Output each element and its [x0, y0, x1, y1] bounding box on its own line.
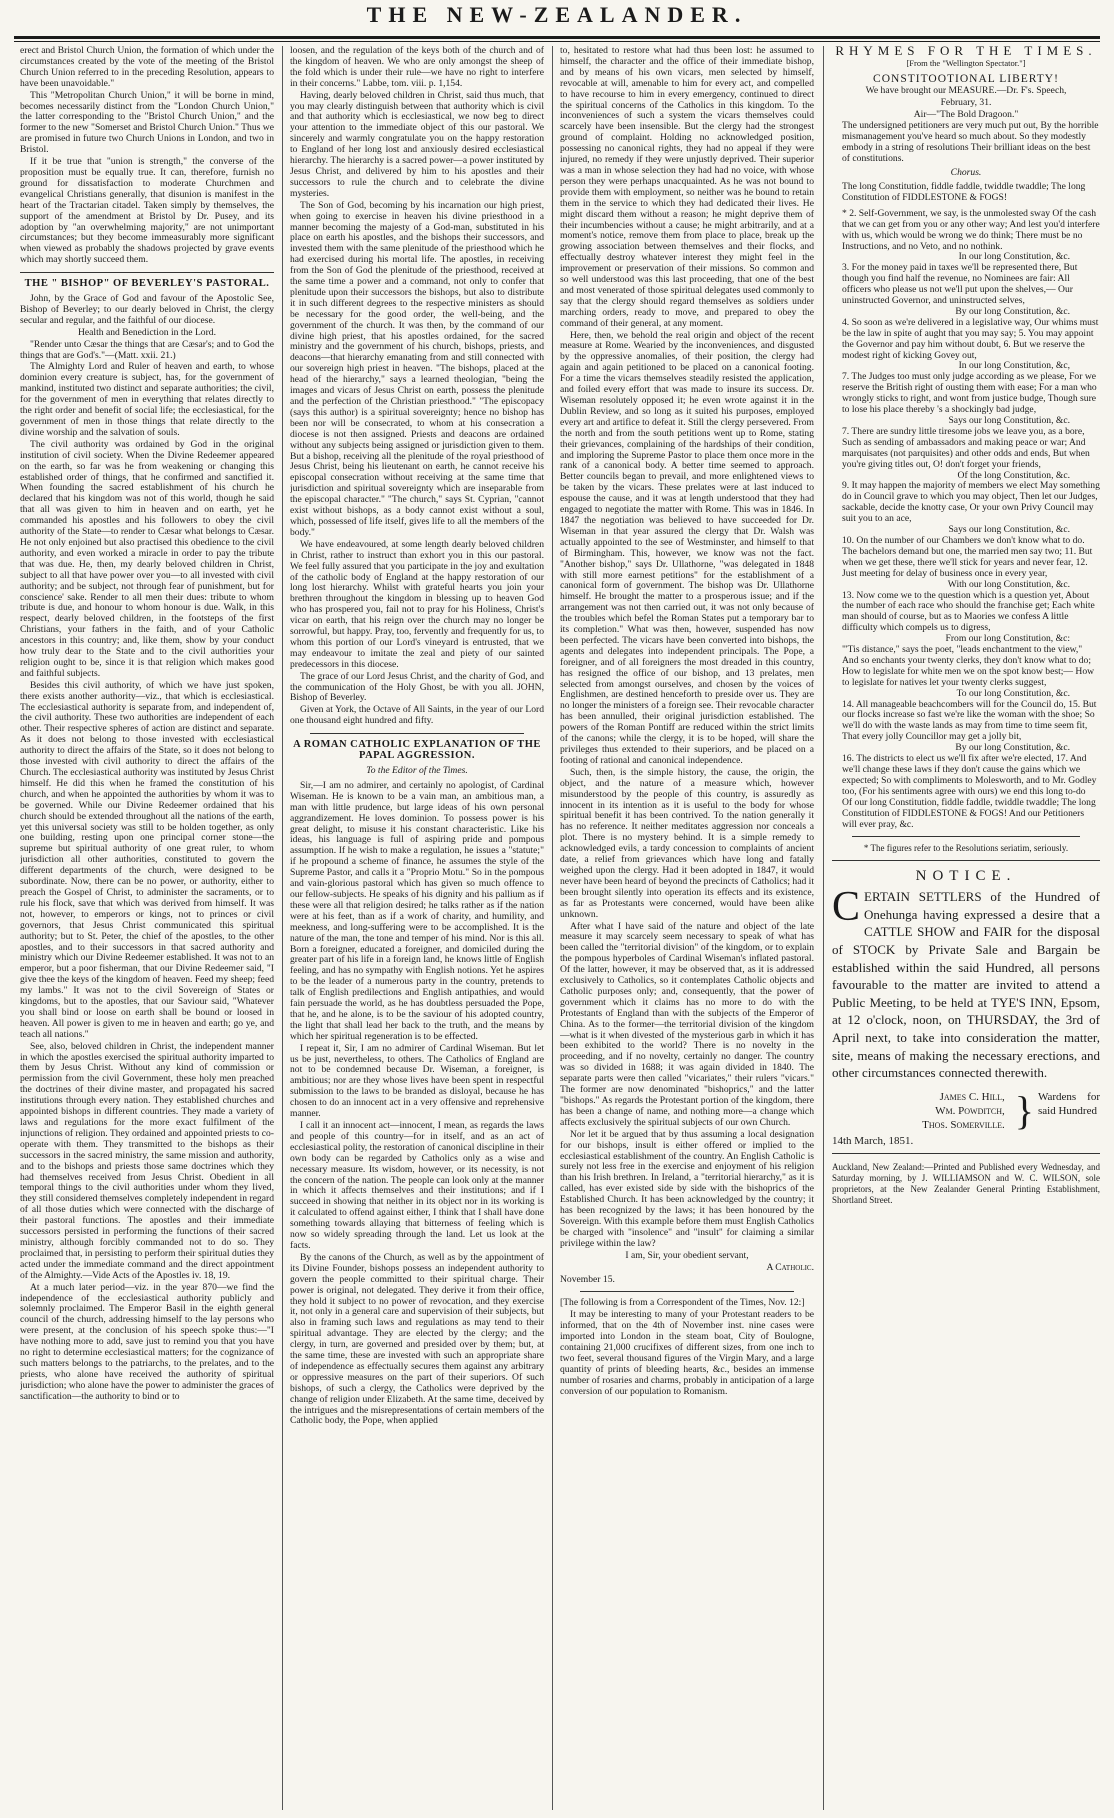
notice-body	[832, 884, 1100, 1082]
poem-refrain: Of the long Constitution, &c.	[957, 469, 1070, 481]
article-paragraph: I repeat it, Sir, I am no admirer of Cardinal Wiseman. But let us be just, nevertheless, to others. The Catholics of England are not to be condemned because Dr. Wiseman, a foreigner, is ambitious; nor are they whose lives have been spent in respectful submission to the laws to be branded as disloyal, because he has chosen to do an innocent act in a very offensive and reprehensive manner.	[290, 1042, 544, 1120]
warden-name: James C. Hill,	[939, 1090, 1005, 1103]
poem-stanza: * 2. Self-Government, we say, is the unmolested sway Of the cash that we can get from you or any other way; And lest you'd interfere with us, which would be wrong we do think; There must be no Instructions, and no Veto, and no nothink.	[842, 207, 1100, 252]
article-paragraph: We have endeavoured, at some length dearly beloved children in Christ, rather to instruct than exhort you in this our pastoral. We feel fully assured that you participate in the joy and exultation of the catholic body of England at the happy restoration of our long lost hierarchy. Whilst with grateful hearts you join your brethren throughout the kingdom in blessing up to heaven God who has prospered you, fail not to pray for his Holiness, Christ's vicar on earth, that his reign over the church may no longer be sorrowful, but happy. Pray, too, fervently and frequently for us, to whom this portion of our Lord's vineyard is entrusted, that we may endeavour to imitate the zeal and piety of our sainted predecessors in this diocese.	[290, 538, 544, 670]
section-rule	[852, 836, 1080, 837]
poem-refrain: From our long Constitution, &c:	[945, 633, 1070, 645]
article-paragraph: After what I have said of the nature and object of the late measure it may scarcely seem necessary to speak of what has been called the "territorial division" of the kingdom, or to explain the pompous hyperboles of Cardinal Wiseman's inflated pastoral. Of the latter, however, it may be observed that, as it is addressed exclusively to Catholics, so it contemplates Catholic objects and Catholic purposes only; and, consequently, that the power of government which it claims has no more to do with the Protestants of England than with the subjects of the Emperor of China. As to the former—the territorial division of the kingdom—what is it when divested of the mysterious garb in which it has been exhibited to the world? There is no novelty in the proceeding, and if no novelty, certainly no danger. The country was so divided in 1688; it was again divided in 1840. The separate parts were then called "vicariates," their rulers "vicars." The former are now denominated "bishoprics," and the latter "bishops." As regards the Protestant portion of the kingdom, there has been a change of name, and nothing more—a change which affects exclusively the spiritual subjects of our own Church.	[560, 920, 814, 1128]
poem-stanza: 4. So soon as we're delivered in a legislative way, Our whims must be the law in spite of aught that you may say; 5. You may appoint the Governor and pay him without doubt, 6. But we reserve the modest right of kicking Govey out,	[842, 316, 1099, 361]
poem-air: Air—"The Bold Dragoon."	[913, 108, 1019, 120]
masthead-title: THE NEW-ZEALANDER.	[366, 2, 748, 27]
letter-date: November 15.	[560, 1273, 615, 1285]
notice-dropcap: C	[832, 884, 861, 931]
article-paragraph: At a much later period—viz. in the year 870—we find the independence of the ecclesiastical authority publicly and solemnly proclaimed. The Emperor Basil in the eighth general council of the church, addressing himself to the lay persons who were present, at the conclusion of his speech spoke thus:—"I have nothing more to add, save just to remind you that you have no right to determine ecclesiastical matters; for the cognizance of such matters belongs to the patriarchs, to the prelates, and to the priests, who alone have received the authority of spiritual jurisdiction; who alone have the power to administer the graces of sanctification—the authority to bind or to	[20, 1281, 274, 1402]
chorus-label: Chorus.	[950, 167, 982, 179]
poem-stanza: 16. The districts to elect us we'll fix after we're elected, 17. And we'll change these laws if they don't cause the gains which we expected; So with compliments to Molesworth, and to Mr. Godley too, (For his sentiments agree with ours) we end this long to-do	[842, 753, 1097, 797]
column-1	[20, 46, 274, 1810]
article-paragraph: Besides this civil authority, of which we have just spoken, there exists another authority—viz., that which is ecclesiastical. The ecclesiastical authority is separate from, and independent of, the civil authority. These two authorities are independent of each other. Their respective spheres of action are distinct and separate. As it does not belong to those invested with ecclesiastical authority to direct the affairs of the State, so it does not belong to those invested with civil authority to direct the affairs of the Church. The ecclesiastical authority was instituted by Jesus Christ himself. He did this when he framed the constitution of his church, and when he appointed the authorities by whom it was to be governed. While our Divine Redeemer ordained that his church should be extended throughout all the nations of the earth, yet this universal society was still to be holden together, as only one building, resting upon one principal corner stone—the supreme but spiritual authority of one great ruler, to whom jurisdiction all other authorities, constituted to govern the different departments of the church, were designed to be subordinate. Now, there can be no power, or authority, either to preach the Gospel of Christ, to administer the sacraments, or to rule his flock, save that which was derived from himself. It was not, however, to emperors or kings, not to princes or civil governors, that Jesus Christ communicated this spiritual authority; but to St. Peter, the chief of the apostles, to the other apostles, and to their successors in that sacred authority and ministry which our Divine Redeemer established. It was not to an emperor, but a poor fisherman, that our Divine Redeemer said, "I give thee the keys of the kingdom of heaven. Feed my sheep; feed my lambs." It was not to the civil Sovereign of States or kingdoms, but to the apostles, that our Saviour said, "Whatever you shall bind or loose on earth shall be bound or loosed in heaven. All power is given to me in heaven and earth; go ye, and teach all nations."	[20, 679, 274, 1040]
poem-epigraph-date: February, 31.	[940, 96, 992, 108]
section-rule	[20, 272, 274, 273]
poem-refrain: By our long Constitution, &c.	[955, 305, 1070, 317]
poem-stanza: 14. All manageable beachcombers will for the Council do, 15. But our flocks increase so fast we're like the woman with the shoe; So we'll do with the waste lands as may from time to time seem fit, That every jolly Councillor may get a jolly bit,	[842, 698, 1097, 743]
notice-signatories	[832, 1087, 1100, 1133]
article-paragraph: Nor let it be argued that by thus assuming a local designation for our bishops, insult is either offered or implied to the ecclesiastical establishment of the country. An English Catholic is surely not less free in the exercise and enjoyment of his religion than his Irish brethren. In Ireland, a "territorial hierarchy," as it is called, has ever existed side by side with the bishoprics of the Established Church. It has been acknowledged by the country; it has been recognized by the laws; it has been honoured by the Sovereign. With this example before them must English Catholics be charged with "insolence" and "insult" for claiming a similar privilege within the law?	[560, 1128, 814, 1249]
article-paragraph: Given at York, the Octave of All Saints, in the year of our Lord one thousand eight hundred and fifty.	[290, 704, 544, 727]
article-paragraph: If it be true that "union is strength," the converse of the proposition must be equally true. It can, therefore, furnish no ground for dissatisfaction to moderate Churchmen and evangelical Christians generally, that disunion is manifest in the heart of the Tractarian citadel. Taken simply by themselves, the support of the amendment at Bristol by Dr. Pusey, and its adoption by "an overwhelming majority," are not unimportant circumstances; but they become immeasurably more significant when viewed as probably the shadows projected by grave events which may shortly succeed them.	[20, 156, 274, 266]
poem-refrain: To our long Constitution, &c.	[956, 687, 1070, 699]
letter-heading: A ROMAN CATHOLIC EXPLANATION OF THE PAPAL AGGRESSION.	[293, 739, 541, 762]
masthead-rule	[14, 36, 1100, 39]
rhymes-source: [From the "Wellington Spectator."]	[906, 57, 1026, 68]
poem-stanza: 7. There are sundry little tiresome jobs we leave you, as a bore, Such as sending of ambassadors and making peace or war; And marquisates (not parquisites) and other odds and ends, But when you're giving titles out, O! don't forget your friends,	[842, 425, 1090, 470]
column-3	[560, 46, 814, 1810]
article-paragraph: By the canons of the Church, as well as by the appointment of its Divine Founder, bishops possess an independent authority to govern the people committed to their spiritual charge. Their power is original, not delegated. They derive it from their office, they hold it subject to no power of revocation, and they exercise it, not only in a general care and supervision of their subjects, but also in framing such laws and regulations as may tend to their spiritual advantage. They are elected by the clergy; and the clergy, in turn, are governed and presided over by them; but, at the same time, these are invested with such an appropriate share of independence as effectually secures them against any arbitrary or oppressive measures on the part of their superiors. Of such bishops, of such a clergy, the Catholics were deprived by the change of religion under Elizabeth. At the same time, deceived by the intrigues and the misrepresentations of certain members of the Catholic body, the Pope, when applied	[290, 1251, 544, 1427]
poem-stanza: 7. The Judges too must only judge according as we please, For we reserve the British right of ousting them with ease; For a man who wrongly sticks to right, and wont from justice budge, Though sure to lose his place thereby 's a shockingly bad judge,	[842, 371, 1097, 416]
brace-icon: }	[1014, 1087, 1034, 1133]
poem	[832, 121, 1100, 830]
article-paragraph: to, hesitated to restore what had thus been lost: he assumed to himself, the character and the office of their immediate bishop, and by means of his own vicars, men selected by himself, revocable at will, amenable to him for every act, and compelled to have recourse to him in every emergency, continued to direct the spiritual concerns of the Catholics in this kingdom. To the inconveniences of such a system the vicars themselves could scarcely have been insensible. But the clergy had the strongest ground of complaint. Holding no acknowledged position, possessing no canonical rights, they had no appeal if they were injured, no remedy if they were unjustly deprived. Their superior was a man in whose selection they had had no voice, with whose person they were perhaps unacquainted. As he was not bound to provide them with employment, so neither was he bound to retain them in the service to which they had dedicated their lives. He might discard them without a reason; he might deprive them of their incumbencies without a cause; he might arbitrarily, and at a moment's notice, remove them from place to place, break up the growing association between themselves and their flocks, and effectually destroy whatever interest they might feel in the improvement or preservation of their missions. So common and so well understood was this last proceeding, that one of the best and most venerated of those spiritual delegates used commonly to say that the clergy should regard themselves as soldiers under marching orders, ready to move, and prepared to obey the command of their general, at any moment.	[560, 46, 814, 329]
article-paragraph: The Almighty Lord and Ruler of heaven and earth, to whose dominion every creature is subject, has, for the government of mankind, instituted two distinct and separate authorities; the civil, for the government of men in everything that relates directly to the right order and benefit of social life; the ecclesiastical, for the government of men in those things that relate directly to the divine worship and the salvation of souls.	[20, 361, 274, 438]
poem-final-chorus: Of our long Constitution, fiddle faddle, twiddle twaddle; The long Constitution of FIDDLESTONE & FOGS! And our Petitioners will ever pray, &c.	[842, 796, 1096, 830]
poem-stanza: The undersigned petitioners are very much put out, By the horrible mismanagement you've heard so much about. So they modestly embody in a string of resolutions Their brilliant ideas on the best of constitutions.	[842, 120, 1099, 165]
warden-role: Wardens for said Hundred	[1038, 1090, 1100, 1117]
warden-name: Thos. Somerville.	[922, 1118, 1005, 1131]
poem-epigraph: We have brought our MEASURE.—Dr. F's. Speech,	[865, 84, 1067, 96]
notice-date: 14th March, 1851.	[832, 1134, 914, 1147]
article-paragraph: loosen, and the regulation of the keys both of the church and of the kingdom of heaven. We who are only amongst the sheep of the fold which is under their rule—we have no right to interfere in their concerns." Labbe, tom. viii. p. 1,154.	[290, 46, 544, 89]
column-rule	[823, 46, 824, 1810]
article-paragraph: Such, then, is the simple history, the cause, the origin, the object, and the nature of a measure which, however misunderstood by the people of this country, is assuredly as innocent in its intention as it is useful to the body for whose spiritual benefit it has been contrived. To the nation generally it has no reference. It neither meditates aggression nor conceals a plot. There is no mystery behind. It is a simple remedy to acknowledged evils, a tardy concession to complaints of ancient date, a relief from grievances which have long and fatally weighed upon the clergy. Had it been adopted in 1847, it would never have been heard of beyond the precincts of Catholics; had it been brought silently into operation its effects and its existence, as far as Protestants were concerned, would have been alike unknown.	[560, 766, 814, 920]
printer-imprint: Auckland, New Zealand:—Printed and Published every Wednesday, and Saturday morning, by J. WILLIAMSON and W. C. WILSON, sole proprietors, at the New Zealander General Printing Establishment, Shortland Street.	[832, 1161, 1100, 1205]
poem-refrain: In our long Constitution, &c,	[958, 360, 1070, 372]
section-rule	[832, 1153, 1100, 1154]
section-rule	[832, 860, 1100, 861]
article-paragraph: Having, dearly beloved children in Christ, said thus much, that you may clearly distinguish between that authority which is civil and that authority which is ecclesiastical, we now beg to direct your attention to the immediate object of this our pastoral. We sincerely and warmly congratulate you on the happy restoration to England of her long lost and anxiously desired ecclesiastical hierarchy. The hierarchy is a sacred power—a power instituted by Jesus Christ, and delivered by him to his apostles and their successors to rule the church and to celebrate the divine mysteries.	[290, 89, 544, 199]
column-2	[290, 46, 544, 1810]
article-paragraph: erect and Bristol Church Union, the formation of which under the circumstances created by the vote of the meeting of the Bristol Church Union referred to in the preceding Resolution, appears to have been unavoidable."	[20, 46, 274, 89]
scripture-quote: "Render unto Cæsar the things that are Cæsar's; and to God the things that are God's."—(Matt. xxii. 21.)	[20, 338, 274, 361]
poem-refrain: By our long Constitution, &c.	[955, 742, 1070, 754]
poem-refrain: With our long Constitution, &c.	[947, 578, 1070, 590]
notice-text: ERTAIN SETTLERS of the Hundred of Onehunga having expressed a desire that a CATTLE SHOW and FAIR for the disposal of STOCK by Private Sale and Bargain be established within the said Hundred, all persons favourable to the matter are invited to attend a Public Meeting, to be held at TYE'S INN, Epsom, at 12 o'clock, noon, on THURSDAY, the 3rd of April next, to take into consideration the matter, site, means of making the necessary erections, and other circumstances connected therewith.	[832, 889, 1100, 1081]
poem-stanza: 13. Now come we to the question which is a question yet, About the number of each race who should the franchise get; Each white man should of course, but as to Maories we confess A little difficulty which compels us to digress,	[842, 589, 1095, 634]
poem-chorus: The long Constitution, fiddle faddle, twiddle twaddle; The long Constitution of FIDDLESTONE & FOGS!	[842, 180, 1086, 203]
article-paragraph: Here, then, we behold the real origin and object of the recent measure at Rome. Wearied by the inconveniences, and disgusted by the oppressive anomalies, of their position, the clergy had again and again petitioned to be placed on a canonical footing. For a time the vicars themselves steadily resisted the application, and foiled every effort that was made to insure its success. Dr. Wiseman resolutely opposed it; he even wrote against it in the Dublin Review, and so long as it suited his purposes, employed every art and artifice to defeat it. Still the clergy persevered. From the north and from the south petitions went up to Rome, stating their grievances, complaining of the hardships of their condition, and imploring the Supreme Pastor to place them once more in the rank of a canonical body. A better time seemed to approach. Better councils began to prevail, and more enlightened views to be taken by the vicars. These prelates were at last induced to espouse the cause, and it was at length understood that they had engaged to negotiate the matter with Rome. This was in 1846. In 1847 the negotiation was believed to have succeeded for Dr. Wiseman in that year assured the clergy that Dr. Walsh was actually appointed to the see of Westminster, and himself to that of Birmingham. This, however, we know was not the fact. "Another bishop," says Dr. Ullathorne, "was delegated in 1848 with still more earnest petitions" for the establishment of a canonical form of government. The bishop was Dr. Ullathorne himself. He brought the matter to a prosperous issue; and if the arrangement was not then carried out, it was not only because of the troubles which befel the Roman States put a temporary bar to its completion." What was then, however, suspended has now been perfected. The vicars have been converted into bishops, the agents and delegates into independent principals. The Pope, a foreigner, and of all foreigners the most dreaded in this country, has resigned the office of our bishop, and 13 prelates, men selected from amongst ourselves, and chosen by the voices of Englishmen, are destined henceforth to preside over us. They are no longer the ministers of a foreign see. Their revocable character has been annulled, their original jurisdiction established. The powers of the Roman Pontiff are reduced within the strict limits of the canons; while the clergy, it is to be hoped, will share the privileges thus extended to their superiors, and be placed on a footing of rational and canonical independence.	[560, 329, 814, 766]
poem-stanza: "'Tis distance," says the poet, "leads enchantment to the view," And so enchants your twenty clerks, they don't know what to do; How to legislate for white men we on the spot know best;— How to legislate for natives let your twenty clerks suggest,	[842, 644, 1095, 688]
column-4	[832, 46, 1100, 1810]
masthead-rule-thin	[14, 41, 1100, 42]
pastoral-opening: John, by the Grace of God and favour of the Apostolic See, Bishop of Beverley; to our dearly beloved in Christ, the clergy secular and regular, and the faithful of our diocese.	[20, 293, 274, 326]
poem-stanza: 9. It may happen the majority of members we elect May something do in Council grave to which you may object, Then let our Judges, sackable, decide the knotty case, Or your own Privy Council may suit you to an ace,	[842, 480, 1100, 525]
column-rule	[282, 46, 283, 1810]
notice-title: NOTICE.	[915, 868, 1017, 885]
correspondent-note: [The following is from a Correspondent of the Times, Nov. 12:]	[560, 1297, 805, 1309]
pastoral-greeting: Health and Benediction in the Lord.	[77, 326, 216, 338]
article-paragraph: See, also, beloved children in Christ, the independent manner in which the apostles exercised the spiritual authority imparted to them by Jesus Christ. Without any kind of commission or permission from the civil Government, these holy men preached the doctrines of their divine master, and propagated his sacred institutions through every nation. They established churches and appointed bishops in different countries. They made a variety of laws and regulations for the more exact fulfilment of the injunctions of religion. They ordained and appointed priests to co-operate with them. They transmitted to the bishops as their successors in the sacred ministry, the same mission and authority, and to the bishops and priests those same doctrines which they had themselves received from Jesus Christ. Obedient in all temporal things to the civil authorities under whom they lived, they still considered themselves completely independent in regard of all those duties which were connected with the discharge of their pastoral functions. The apostles and their immediate successors persisted in performing the functions of their sacred ministry, although forcibly commanded not to do so. They proclaimed that, in persisting to perform their spiritual duties they acted under the immediate command and the direct appointment of the Almighty.—Vide Acts of the Apostles iv. 18, 19.	[20, 1040, 274, 1281]
article-paragraph: This "Metropolitan Church Union," it will be borne in mind, becomes necessarily distinct from the "London Church Union," the latter corresponding to the "Bristol Church Union," and the former to the new "Somerset and Bristol Church Union." Thus we are promised in future two Church Unions in London, and two in Bristol.	[20, 89, 274, 156]
warden-name: Wm. Powditch,	[935, 1104, 1005, 1117]
article-paragraph: I call it an innocent act—innocent, I mean, as regards the laws and people of this country—for in itself, and as an act of ecclesiastical polity, the restoration of canonical discipline in their own body can be regarded by Catholics only as a wise and necessary measure. Its wisdom, however, or its necessity, is not the concern of the nation. The people can look only at the manner in which it affects themselves and their institutions; and if I succeed in showing that neither in its object nor in its working is it calculated to offend against either, I think that I shall have done something towards allaying that bitterness of feeling which is now so widely spreading through the land. Let us look at the facts.	[290, 1120, 544, 1251]
letter-signature: A Catholic.	[766, 1261, 814, 1273]
poem-stanza: 3. For the money paid in taxes we'll be represented there, But though you find half the revenue, no Nominees are fair: All officers who please us not we'll put upon the shelves,— Our uninstructed Governor, and uninstructed selves,	[842, 262, 1078, 307]
article-paragraph: The civil authority was ordained by God in the original institution of civil society. When the Divine Redeemer appeared on the earth, so far was he from weakening or changing this established order of things, that he confirmed and sanctified it. When founding the sacred establishment of his church he declared that his kingdom was not of this world, though he said that all was given to him in heaven and on earth, yet he commanded his apostles and his followers to obey the civil authority of the State—to render to Cæsar what belongs to Cæsar. He not only enjoined but also practised this obedience to the civil authority, and even worked a miracle in order to pay the tribute that was due. He, then, my dearly beloved children in Christ, subject to all that have power over you—to all invested with civil authority; and be subject, not through fear of punishment, but for conscience' sake. Render to all men their dues: tribute to whom tribute is due, and honour to whom honour is due. Walk, in this respect, dearly beloved children, in the footsteps of the first Christians, your fathers in the faith, and of your Catholic ancestors in this country; and, like them, show by your conduct how truly dear to the State and to the civil authorities your religion ought to be, since it is that religion which makes good and faithful subjects.	[20, 438, 274, 679]
poem-footnote: * The figures refer to the Resolutions seriatim, seriously.	[863, 843, 1069, 854]
poem-title: CONSTITOOTIONAL LIBERTY!	[873, 72, 1059, 85]
poem-refrain: Says our long Constitution, &c.	[948, 524, 1070, 536]
section-rule	[580, 1291, 794, 1292]
poem-refrain: Says our long Constitution, &c.	[948, 415, 1070, 426]
article-paragraph: The grace of our Lord Jesus Christ, and the charity of God, and the communication of the Holy Ghost, be with you all. JOHN, Bishop of Beverley.	[290, 670, 544, 704]
pastoral-heading: THE " BISHOP" OF BEVERLEY'S PASTORAL.	[24, 278, 270, 290]
rhymes-title: RHYMES FOR THE TIMES.	[835, 46, 1097, 58]
article-paragraph: It may be interesting to many of your Protestant readers to be informed, that on the 4th of November inst. nine cases were imported into London in the steam boat, City of Boulogne, containing 21,000 crucifixes of different sizes, from one inch to two feet, several thousand figures of the Virgin Mary, and a large quantity of prints of bleeding hearts, &c., besides an immense number of rosaries and charms, probably in anticipation of a large conversion of our population to Romanism.	[560, 1309, 814, 1397]
article-paragraph: Sir,—I am no admirer, and certainly no apologist, of Cardinal Wiseman. He is known to be a vain man, an ambitious man, a man with little prudence, but large ideas of his own personal aggrandizement. He loves dominion. To possess power is his great delight, to misuse it his constant characteristic. Like his ideas, his language is full of aspiring pride and pompous assumption. If he wish to make a regulation, he issues a "statute;" if he propound a scheme of finance, he assumes the style of the Supreme Pastor, and calls it a "Proprio Motu." So in the pompous and vain-glorious pastoral which has given so much offence to our fellow-subjects. He speaks of his dignity and his pallium as if these were all that religion desired; he talks rather as if the nation were at his feet, than as if a work of charity, and humility, and meekness, and long-suffering were to be accomplished. It is the nature of the man, the tone and temper of his mind. Nor is this all. Born a foreigner, educated a foreigner, and domiciled during the greater part of his life in a foreign land, he knows little of English feeling, and has no sympathy with English notions. Yet he aspires to be the leader of a numerous party in the country, pretends to talk of English predilections and English antipathies, and would fain persuade the world, as he has doubtless persuaded the Pope, that he, and he alone, is to be the saviour of his adopted country, the light that shall lead her back to the truth, and the means by which her spiritual regeneration is to be effected.	[290, 779, 544, 1042]
letter-closing: I am, Sir, your obedient servant,	[625, 1249, 749, 1261]
column-rule	[552, 46, 553, 1810]
poem-stanza: 10. On the number of our Chambers we don't know what to do. The bachelors demand but one, the married men say two; 11. But when we get these, there we'll stick for years and never fear, 12. Just meeting for delay of business once in every year,	[842, 534, 1093, 579]
article-paragraph: The Son of God, becoming by his incarnation our high priest, when going to exercise in heaven his divine priesthood in a manner becoming the majesty of a God-man, substituted in his place on earth his apostles, and the bishops their successors, and invested them with the same plenitude of the priesthood which he had exercised during his mortal life. The apostles, in receiving from the Son of God the plenitude of the priesthood, received at the same time a power and a command, not only to confer that plenitude upon their successors the bishops, but also to distribute it in such different degrees to the respective ministers as should be necessary for the good order, the well-being, and the government of the church. It was then, by the command of our divine high priest, that his apostles ordained, for the sacred ministry and the government of his church, bishops, priests, and deacons—that hierarchy emanating from and still connected with our sovereign high priest in heaven. "The bishops, placed at the head of the hierarchy," says a learned theologian, "being the images and vicars of Jesus Christ on earth, possess the plenitude and the perfection of the Christian priesthood." "The episcopacy (says this author) is a spiritual sovereignty; hence no bishop has been nor will be consecrated, to whom at his consecration a diocese is not then assigned. Priests and deacons are ordained without any subjects being assigned or jurisdiction given to them. But a bishop, receiving all the plenitude of the royal priesthood of Jesus Christ, being his lieutenant on earth, he cannot receive his episcopal consecration without receiving at the same time that jurisdiction and spiritual sovereignty which are inseparable from the episcopal character." "The church," says St. Cyprian, "cannot exist without bishops, as a body cannot exist without a soul, which, possessed of life itself, gives life to all the members of the body."	[290, 199, 544, 538]
letter-addressee: To the Editor of the Times.	[366, 765, 468, 776]
warden-names	[832, 1090, 1011, 1132]
poem-refrain: In our long Constitution, &c.	[958, 251, 1070, 263]
section-rule	[310, 733, 524, 734]
